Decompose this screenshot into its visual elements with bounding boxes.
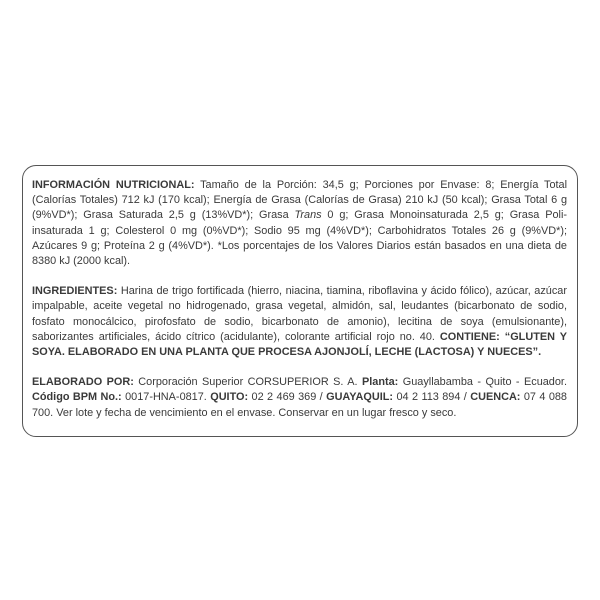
nutrition-text-part-1: Tamaño de la Porción: 34,5 g; Porciones por Envase: 8; Energía Total (Calorías Totales) 712 kJ (170 kcal); Energía de Grasa (Calorías de Grasa) 210 kJ (50 kcal); Grasa Total 6 g (9%VD*); Grasa Saturada 2,5 g (13%VD*); Grasa [32,179,568,222]
plant-label: Planta: [362,376,399,389]
manufacturer-paragraph [32,375,567,421]
ingredients-paragraph [32,284,567,360]
guayaquil-phone-label: GUAYAQUIL: [326,391,394,404]
ingredients-text: Harina de trigo fortificada (hierro, niacina, tiamina, riboflavina y ácido fólico), azúcar, azúcar impalpable, aceite vegetal no hidrogenado, grasa vegetal, almidón, sal, leudantes (bicarbonato de sodio, fosfato monocálcico, pirofosfato de sodio, bicarbonato de amonio), lecitina de soya (emulsionante), saborizantes artificiales, ácido cítrico (acidulante), colorante artificial rojo no. 40. [32,285,567,343]
nutrition-facts-paragraph [32,178,567,269]
bpm-code-value: 0017-HNA-0817. [121,391,211,404]
manufacturer-heading: ELABORADO POR: [32,376,134,389]
cuenca-phone-label: CUENCA: [470,391,521,404]
nutrition-heading: INFORMACIÓN NUTRICIONAL: [32,179,195,191]
ingredients-heading: INGREDIENTES: [32,285,118,298]
manufacturer-company: Corporación Superior CORSUPERIOR S. A. [133,376,362,389]
allergen-statement: CONTIENE: “GLUTEN Y SOYA. ELABORADO EN UNA PLANTA QUE PROCESA AJONJOLÍ, LECHE (LACTOSA) Y NUECES”. [32,330,567,359]
nutrition-label-card [22,165,578,437]
quito-phone-label: QUITO: [210,391,249,404]
trans-fat-word: Trans [294,209,322,222]
cuenca-phone-value-and-storage: 07 4 088 700. Ver lote y fecha de vencimiento en el envase. Conservar en un lugar fresco y seco. [32,391,567,419]
quito-phone-value: 02 2 469 369 / [248,391,327,404]
nutrition-text-part-2: 0 g; Grasa Monoinsaturada 2,5 g; Grasa Poli-insaturada 1 g; Colesterol 0 mg (0%VD*); Sodio 95 mg (4%VD*); Carbohidratos Totales 26 g (9%VD*); Azúcares 9 g; Proteína 2 g (4%VD*). *Los porcentajes de los Valores Diarios están basados en una dieta de 8380 kJ (2000 kcal). [32,209,567,268]
plant-value: Guayllabamba - Quito - Ecuador. [398,376,567,389]
guayaquil-phone-value: 04 2 113 894 / [393,391,471,404]
bpm-code-label: Código BPM No.: [32,391,122,404]
